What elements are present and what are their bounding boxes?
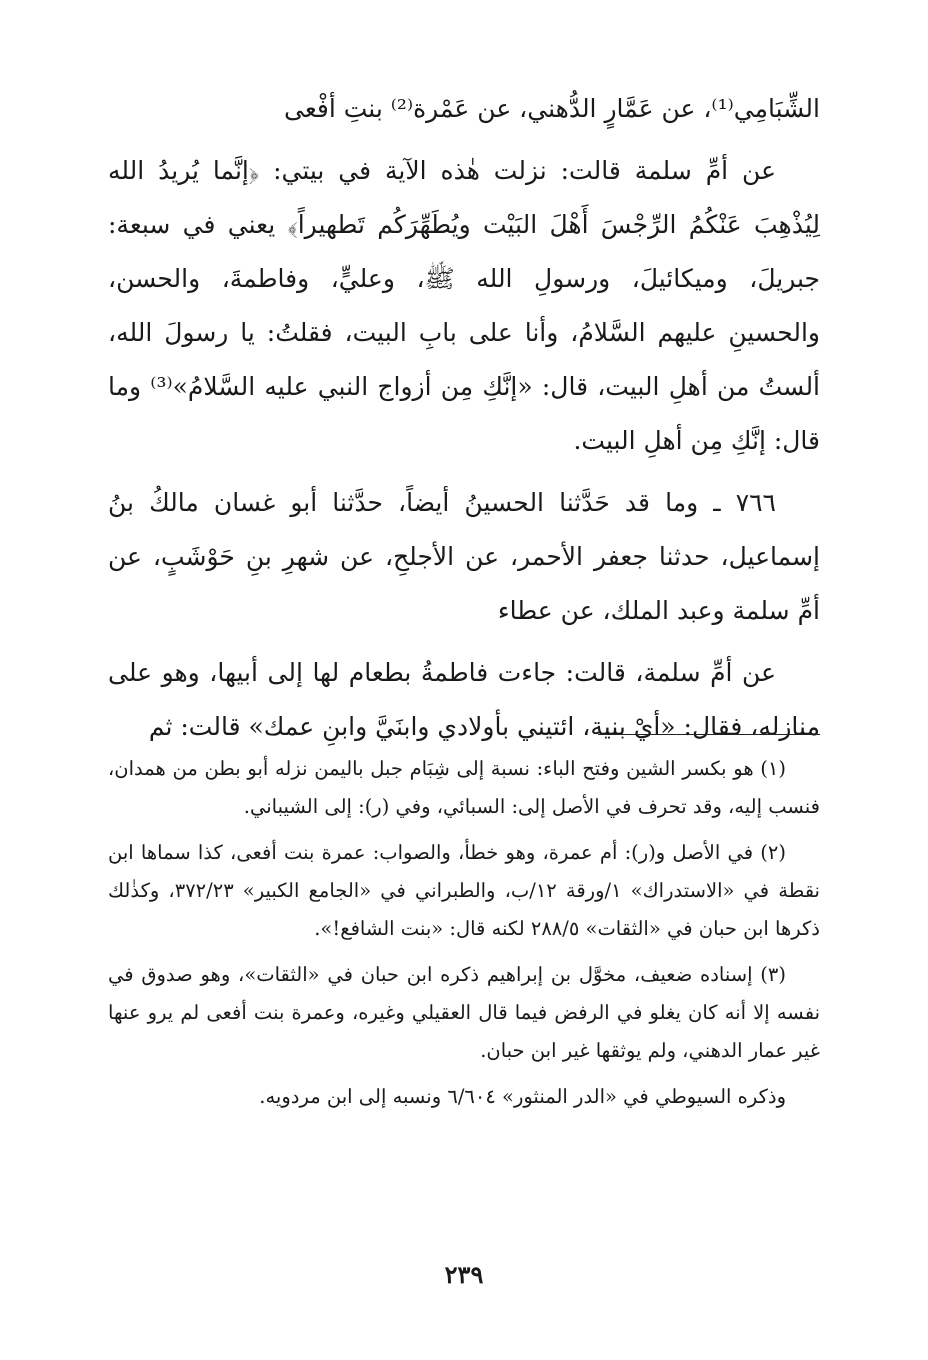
footnote-2: (٢) في الأصل و(ر): أم عمرة، وهو خطأ، والصواب: عمرة بنت أفعى، كذا سماها ابن نقطة في «الاستدراك» ١/ورقة ١٢/ب، والطبراني في «الجامع الكبير» ٣٧٢/٢٣، وكذٰلك ذكرها ابن حبان في «الثقات» ٢٨٨/٥ لكنه قال: «بنت الشافع!». <box>108 841 820 940</box>
footnote-3-continuation: وذكره السيوطي في «الدر المنثور» ٦/٦٠٤ ونسبه إلى ابن مردويه. <box>259 1085 786 1108</box>
hadith-paragraph-766: ٧٦٦ ـ وما قد حَدَّثنا الحسينُ أيضاً، حدَّثنا أبو غسان مالكُ بنُ إسماعيل، حدثنا جعفر الأحمر، عن الأجلحِ، عن شهرِ بنِ حَوْشَبٍ، عن أمِّ سلمة وعبد الملك، عن عطاء <box>108 488 820 625</box>
main-text <box>108 82 820 754</box>
footnote-3: (٣) إسناده ضعيف، مخوَّل بن إبراهيم ذكره ابن حبان في «الثقات»، وهو صدوق في نفسه إلا أنه كان يغلو في الرفض فيما قال العقيلي وغيره، وعمرة بنت أفعى لم يرو عنها غير عمار الدهني، ولم يوثقها غير ابن حبان. <box>108 963 820 1062</box>
narrator-chain-line: الشِّبَامِي⁽¹⁾، عن عَمَّارٍ الدُّهني، عن عَمْرة⁽²⁾ بنتِ أفْعى <box>284 94 820 123</box>
hadith-paragraph-1: عن أمِّ سلمة قالت: نزلت هٰذه الآية في بيتي: ﴿إنَّما يُريدُ الله لِيُذْهِبَ عَنْكُمُ الرِّجْسَ أَهْلَ البَيْت ويُطَهِّرَكُم تَطهيراً﴾ يعني في سبعة: جبريلَ، وميكائيلَ، ورسولِ الله ﷺ، وعليٍّ، وفاطمةَ، والحسن، والحسينِ عليهم السَّلامُ، وأنا على بابِ البيت، فقلتُ: يا رسولَ الله، ألستُ من أهلِ البيت، قال: «إنَّكِ مِن أزواج النبي عليه السَّلامُ»⁽³⁾ وما قال: إنَّكِ مِن أهلِ البيت. <box>108 156 821 455</box>
footnotes <box>108 750 820 1124</box>
page-number: ٢٣٩ <box>444 1260 484 1289</box>
footnote-divider <box>598 734 820 735</box>
hadith-paragraph-766-text: عن أمِّ سلمة، قالت: جاءت فاطمةُ بطعام لها إلى أبيها، وهو على منازله، فقال: «أيْ بنية، ائتيني بأولادي وابنَيَّ وابنِ عمك» قالت: ثم <box>108 658 820 741</box>
footnote-1: (١) هو بكسر الشين وفتح الباء: نسبة إلى شِبَام جبل باليمن نزله أبو بطن من همدان، فنسب إليه، وقد تحرف في الأصل إلى: السبائي، وفي (ر): إلى الشيباني. <box>108 757 820 818</box>
